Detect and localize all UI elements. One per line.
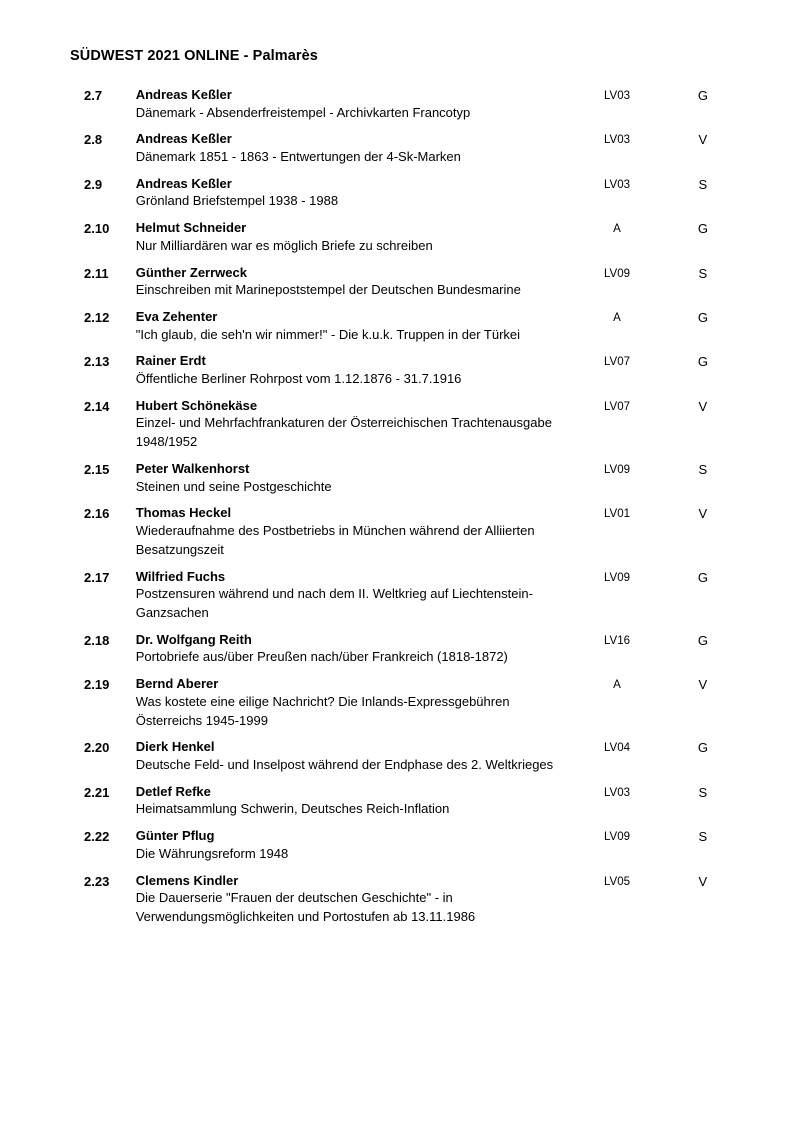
entry-details [136, 460, 569, 504]
entry-details [136, 308, 569, 352]
table-row [70, 675, 740, 738]
exhibitor-name: Dierk Henkel [135, 739, 215, 755]
exhibit-title: Deutsche Feld- und Inselpost während der Endphase des 2. Weltkrieges [135, 757, 554, 772]
entry-details [136, 219, 569, 263]
entry-code: LV03 [604, 178, 631, 191]
page-title: SÜDWEST 2021 ONLINE - Palmarès [70, 48, 318, 64]
entry-number: 2.17 [84, 569, 110, 585]
entry-award: G [697, 88, 708, 103]
entry-code: LV09 [604, 463, 631, 476]
table-row [70, 219, 740, 263]
entry-details [136, 675, 569, 738]
entry-code: LV03 [604, 90, 631, 102]
entry-award: S [698, 176, 708, 192]
entry-number: 2.23 [84, 873, 110, 889]
exhibit-title: Wiederaufnahme des Postbetriebs in München während der Alliierten Besatzungszeit [135, 522, 535, 557]
entry-details [136, 352, 569, 396]
exhibit-title: Nur Milliardären war es möglich Briefe zu schreiben [135, 237, 433, 253]
entry-details [136, 568, 569, 631]
table-row [70, 130, 740, 174]
exhibitor-name: Helmut Schneider [135, 220, 247, 236]
entry-code: LV03 [604, 134, 631, 147]
table-row [70, 568, 740, 631]
entry-details [136, 264, 569, 308]
exhibit-title: Einzel- und Mehrfachfrankaturen der Österreichischen Trachtenausgabe 1948/1952 [135, 415, 552, 450]
entry-award: G [697, 569, 708, 585]
entry-number: 2.10 [84, 221, 110, 237]
entry-code: LV16 [604, 634, 631, 647]
table-row [70, 397, 740, 460]
entry-award: V [698, 132, 708, 148]
exhibitor-name: Andreas Keßler [135, 87, 232, 102]
exhibitor-name: Thomas Heckel [135, 505, 232, 521]
entry-code: LV07 [604, 356, 631, 369]
exhibitor-name: Rainer Erdt [135, 353, 206, 369]
exhibitor-name: Detlef Refke [135, 783, 211, 799]
entry-number: 2.8 [84, 132, 103, 148]
exhibit-title: Postzensuren während und nach dem II. Weltkrieg auf Liechtenstein-Ganzsachen [135, 586, 533, 620]
entry-details [136, 631, 569, 675]
entry-code: LV07 [604, 400, 631, 413]
table-row [70, 352, 740, 396]
table-row [70, 86, 740, 130]
entry-details [136, 872, 569, 935]
entry-number: 2.21 [84, 784, 110, 800]
entry-award: G [697, 221, 708, 237]
exhibit-title: Dänemark - Absenderfreistempel - Archivkarten Francotyp [135, 104, 471, 120]
entry-award: G [697, 632, 708, 648]
palmares-table [70, 86, 740, 935]
entry-award: V [698, 873, 708, 889]
entry-number: 2.18 [84, 632, 110, 648]
table-row [70, 264, 740, 308]
entry-number: 2.12 [84, 309, 110, 325]
exhibitor-name: Dr. Wolfgang Reith [135, 631, 252, 647]
palmares-table-body [70, 86, 740, 935]
entry-award: S [698, 829, 708, 845]
table-row [70, 631, 740, 675]
exhibit-title: Die Währungsreform 1948 [135, 845, 289, 861]
entry-award: V [698, 398, 708, 414]
exhibitor-name: Peter Walkenhorst [135, 460, 250, 476]
exhibit-title: Öffentliche Berliner Rohrpost vom 1.12.1876 - 31.7.1916 [135, 370, 462, 386]
exhibit-title: Einschreiben mit Marinepoststempel der Deutschen Bundesmarine [135, 282, 521, 298]
exhibit-title: "Ich glaub, die seh'n wir nimmer!" - Die k.u.k. Truppen in der Türkei [135, 326, 521, 342]
entry-code: LV09 [604, 267, 631, 280]
table-row [70, 175, 740, 219]
table-row [70, 504, 740, 567]
entry-number: 2.22 [84, 829, 110, 845]
exhibitor-name: Günther Zerrweck [135, 264, 247, 280]
entry-number: 2.19 [84, 677, 110, 693]
entry-code: A [613, 311, 621, 324]
entry-award: S [698, 784, 708, 800]
exhibitor-name: Andreas Keßler [135, 175, 232, 191]
entry-code: A [613, 223, 621, 236]
entry-number: 2.15 [84, 461, 110, 477]
entry-number: 2.11 [84, 265, 109, 281]
entry-details [136, 827, 569, 871]
entry-details [136, 175, 569, 219]
entry-number: 2.7 [84, 88, 103, 103]
entry-number: 2.13 [84, 354, 110, 370]
entry-award: V [698, 506, 708, 522]
entry-number: 2.9 [84, 176, 103, 192]
entry-award: G [697, 354, 708, 370]
entry-code: LV05 [604, 875, 631, 888]
entry-number: 2.16 [84, 506, 110, 522]
entry-details [136, 397, 569, 460]
table-row [70, 783, 740, 827]
entry-code: LV09 [604, 571, 631, 584]
entry-code: LV04 [604, 742, 631, 755]
entry-details [136, 86, 569, 130]
exhibit-title: Grönland Briefstempel 1938 - 1988 [135, 193, 339, 209]
entry-award: S [698, 461, 708, 477]
exhibitor-name: Clemens Kindler [135, 872, 239, 888]
table-row [70, 738, 740, 782]
exhibitor-name: Bernd Aberer [135, 676, 219, 692]
entry-details [136, 738, 569, 782]
entry-award: G [697, 309, 708, 325]
entry-number: 2.14 [84, 398, 110, 414]
exhibit-title: Die Dauerserie "Frauen der deutschen Geschichte" - in Verwendungsmöglichkeiten und Portostufen ab 13.11.1986 [135, 890, 476, 925]
entry-award: S [698, 265, 708, 281]
exhibitor-name: Andreas Keßler [135, 131, 232, 147]
entry-code: LV01 [604, 508, 631, 521]
entry-details [136, 130, 569, 174]
entry-code: LV09 [604, 831, 631, 844]
entry-details [136, 783, 569, 827]
exhibit-title: Heimatsammlung Schwerin, Deutsches Reich-Inflation [135, 801, 450, 817]
exhibitor-name: Günter Pflug [135, 828, 215, 844]
table-row [70, 460, 740, 504]
table-row [70, 827, 740, 871]
exhibitor-name: Wilfried Fuchs [135, 568, 226, 584]
exhibitor-name: Eva Zehenter [135, 308, 218, 324]
table-row [70, 872, 740, 935]
exhibit-title: Was kostete eine eilige Nachricht? Die Inlands-Expressgebühren Österreichs 1945-1999 [135, 693, 510, 728]
exhibit-title: Dänemark 1851 - 1863 - Entwertungen der 4-Sk-Marken [135, 148, 461, 164]
table-row [70, 308, 740, 352]
entry-award: V [698, 677, 708, 693]
entry-award: G [697, 740, 708, 756]
entry-details [136, 504, 569, 567]
exhibitor-name: Hubert Schönekäse [135, 397, 258, 413]
exhibit-title: Steinen und seine Postgeschichte [135, 478, 332, 494]
exhibit-title: Portobriefe aus/über Preußen nach/über Frankreich (1818-1872) [135, 649, 508, 665]
entry-number: 2.20 [84, 740, 110, 756]
entry-code: A [613, 679, 621, 692]
entry-code: LV03 [604, 786, 631, 799]
